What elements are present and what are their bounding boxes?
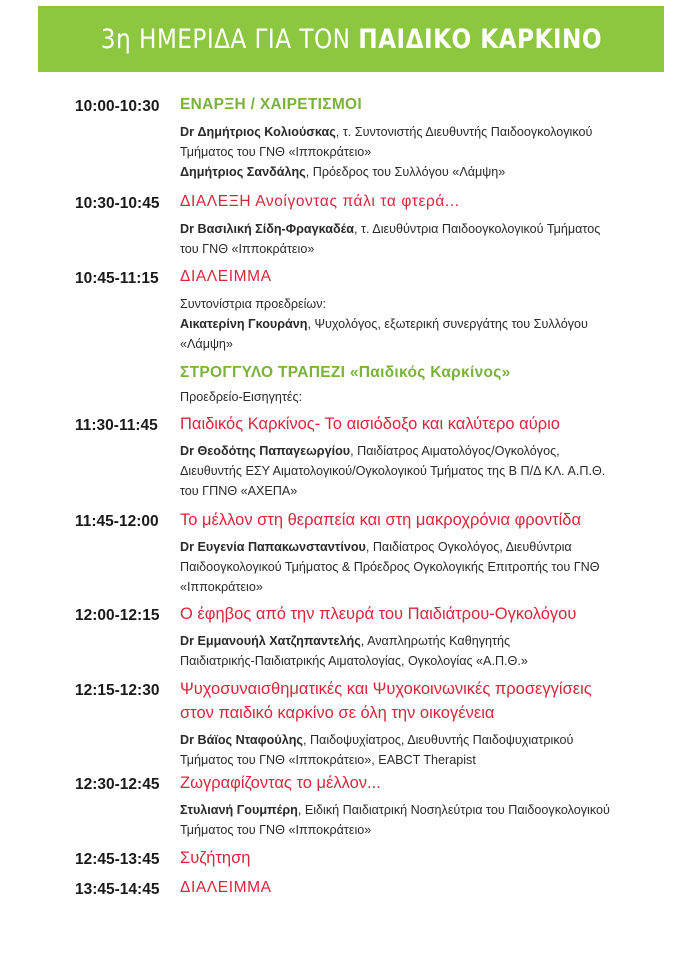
- speaker-role: Διευθυντής ΕΣΥ Αιματολογικού/Ογκολογικού Τμήματος της Β Π/Δ ΚΛ. Α.Π.Θ.: [180, 464, 606, 478]
- entry-title: ΕΝΑΡΞΗ / ΧΑΙΡΕΤΙΣΜΟΙ: [180, 96, 363, 113]
- speaker-role: «Λάμψη»: [180, 337, 233, 351]
- entry-title: Ζωγραφίζοντας το μέλλον...: [180, 774, 381, 792]
- detail-line: [180, 577, 600, 597]
- detail-line: [180, 294, 588, 314]
- speaker-role: Παιδοογκολογικού Τμήματος & Πρόεδρος Ογκολογικής Επιτροπής του ΓΝΘ: [180, 560, 600, 574]
- detail-line: [180, 750, 573, 770]
- entry-details: [180, 537, 600, 597]
- speaker-name: Dr Ευγενία Παπακωνσταντίνου: [180, 540, 366, 554]
- speaker-role: του ΓΠΝΘ «ΑΧΕΠΑ»: [180, 484, 298, 498]
- entry-title: Παιδικός Καρκίνος- Το αισιόδοξο και καλύτερο αύριο: [180, 415, 560, 433]
- entry-time: 11:30-11:45: [75, 417, 158, 434]
- detail-line: [180, 334, 588, 354]
- speaker-role: , Παιδίατρος Αιματολόγος/Ογκολόγος,: [350, 444, 560, 458]
- speaker-name: Δημήτριος Σανδάλης: [180, 165, 306, 179]
- speaker-role: Προεδρείο-Εισηγητές:: [180, 390, 303, 404]
- entry-details: [180, 122, 592, 182]
- entry-time: 13:45-14:45: [75, 881, 160, 898]
- speaker-name: Αικατερίνη Γκουράνη: [180, 317, 308, 331]
- entry-title: Συζήτηση: [180, 849, 251, 867]
- speaker-role: , Πρόεδρος του Συλλόγου «Λάμψη»: [305, 165, 506, 179]
- entry-details: [180, 631, 528, 671]
- entry-details: [180, 730, 573, 770]
- speaker-role: , Αναπληρωτής Καθηγητής: [360, 634, 511, 648]
- speaker-name: Στυλιανή Γουμπέρη: [180, 803, 298, 817]
- speaker-role: , τ. Συντονιστής Διευθυντής Παιδοογκολογικού: [335, 125, 593, 139]
- speaker-role: , Ψυχολόγος, εξωτερική συνεργάτης του Συλλόγου: [307, 317, 588, 331]
- entry-title-line2: στον παιδικό καρκίνο σε όλη την οικογένεια: [180, 704, 495, 722]
- speaker-role: του ΓΝΘ «Ιπποκράτειο»: [180, 242, 315, 256]
- page-title: [100, 24, 601, 55]
- entry-title: Το μέλλον στη θεραπεία και στη μακροχρόνια φροντίδα: [180, 511, 581, 529]
- page-title-light: 3η ΗΜΕΡΙΔΑ ΓΙΑ ΤΟΝ: [100, 23, 351, 55]
- speaker-name: Dr Βάϊος Νταφούλης: [180, 733, 303, 747]
- detail-line: [180, 557, 600, 577]
- detail-line: [180, 481, 605, 501]
- detail-line: [180, 730, 573, 750]
- entry-title: ΣΤΡΟΓΓΥΛΟ ΤΡΑΠΕΖΙ «Παιδικός Καρκίνος»: [180, 364, 511, 381]
- entry-time: 12:00-12:15: [75, 607, 160, 624]
- speaker-name: Dr Θεοδότης Παπαγεωργίου: [180, 444, 351, 458]
- detail-line: [180, 800, 610, 820]
- entry-title: ΔΙΑΛΕΙΜΜΑ: [180, 268, 272, 285]
- detail-line: [180, 162, 592, 182]
- speaker-role: , Παιδοψυχίατρος, Διευθυντής Παιδοψυχιατρικού: [302, 733, 574, 747]
- speaker-role: «Ιπποκράτειο»: [180, 580, 263, 594]
- entry-time: 11:45-12:00: [75, 513, 159, 530]
- speaker-name: Dr Βασιλική Σίδη-Φραγκαδέα: [180, 222, 355, 236]
- entry-time: 12:15-12:30: [75, 682, 160, 699]
- entry-details: [180, 441, 605, 501]
- entry-details: [180, 219, 600, 259]
- speaker-role: Παιδιατρικής-Παιδιατρικής Αιματολογίας, Ογκολογίας «Α.Π.Θ.»: [180, 654, 528, 668]
- entry-details: [180, 387, 302, 407]
- entry-time: 10:30-10:45: [75, 195, 160, 212]
- entry-title: ΔΙΑΛΕΞΗ Ανοίγοντας πάλι τα φτερά...: [180, 193, 460, 210]
- speaker-role: Συντονίστρια προεδρείων:: [180, 297, 327, 311]
- speaker-role: , Ειδική Παιδιατρική Νοσηλεύτρια του Παιδοογκολογικού: [297, 803, 610, 817]
- speaker-role: Τμήματος του ΓΝΘ «Ιπποκράτειο»: [180, 145, 372, 159]
- detail-line: [180, 537, 600, 557]
- speaker-role: Τμήματος του ΓΝΘ «Ιπποκράτειο»: [180, 823, 372, 837]
- entry-details: [180, 800, 610, 840]
- detail-line: [180, 122, 592, 142]
- detail-line: [180, 387, 302, 407]
- speaker-name: Dr Δημήτριος Κολιούσκας: [180, 125, 336, 139]
- entry-title: Ψυχοσυναισθηματικές και Ψυχοκοινωνικές προσεγγίσεις: [180, 680, 592, 698]
- entry-title: ΔΙΑΛΕΙΜΜΑ: [180, 879, 272, 896]
- detail-line: [180, 239, 600, 259]
- speaker-role: , Παιδίατρος Ογκολόγος, Διευθύντρια: [365, 540, 572, 554]
- speaker-role: Τμήματος του ΓΝΘ «Ιπποκράτειο», EABCT Therapist: [180, 753, 476, 767]
- detail-line: [180, 461, 605, 481]
- entry-title: Ο έφηβος από την πλευρά του Παιδιάτρου-Ογκολόγου: [180, 605, 577, 623]
- detail-line: [180, 142, 592, 162]
- entry-details: [180, 294, 588, 354]
- detail-line: [180, 651, 528, 671]
- detail-line: [180, 219, 600, 239]
- entry-time: 10:00-10:30: [75, 98, 160, 115]
- entry-time: 10:45-11:15: [75, 270, 159, 287]
- speaker-role: , τ. Διευθύντρια Παιδοογκολογικού Τμήματος: [354, 222, 601, 236]
- header-banner: [38, 6, 664, 72]
- speaker-name: Dr Εμμανουήλ Χατζηπαντελής: [180, 634, 361, 648]
- detail-line: [180, 314, 588, 334]
- entry-time: 12:45-13:45: [75, 851, 160, 868]
- detail-line: [180, 441, 605, 461]
- entry-time: 12:30-12:45: [75, 776, 160, 793]
- detail-line: [180, 631, 528, 651]
- page-title-bold: ΠΑΙΔΙΚΟ ΚΑΡΚΙΝΟ: [357, 23, 602, 55]
- detail-line: [180, 820, 610, 840]
